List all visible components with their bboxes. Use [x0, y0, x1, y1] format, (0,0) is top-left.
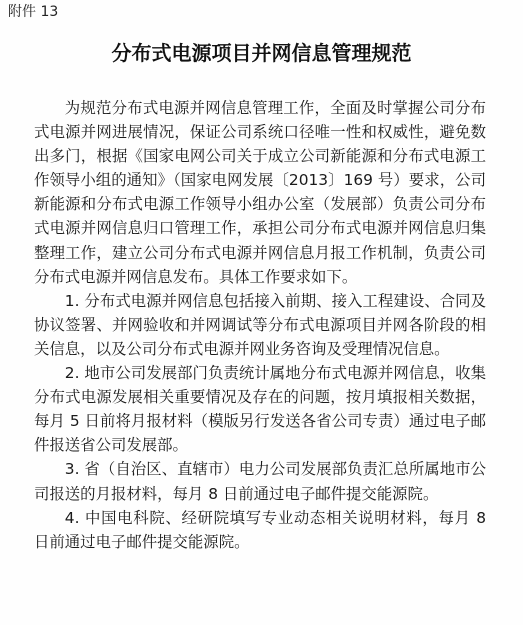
document-title: 分布式电源项目并网信息管理规范 — [111, 41, 412, 65]
requirement-item-4: 4. 中国电科院、经研院填写专业动态相关说明材料，每月 8 日前通过电子邮件提交能源院。 — [34, 508, 486, 551]
document-body — [34, 96, 486, 554]
attachment-label: 附件 13 — [8, 4, 59, 20]
requirement-item-1: 1. 分布式电源并网信息包括接入前期、接入工程建设、合同及协议签署、并网验收和并网调试等分布式电源项目并网各阶段的相关信息，以及公司分布式电源并网业务咨询及受理情况信息。 — [34, 291, 486, 358]
requirement-item-3: 3. 省（自治区、直辖市）电力公司发展部负责汇总所属地市公司报送的月报材料，每月 8 日前通过电子邮件提交能源院。 — [34, 460, 486, 503]
requirement-item-2: 2. 地市公司发展部门负责统计属地分布式电源并网信息，收集分布式电源发展相关重要情况及存在的问题，按月填报相关数据，每月 5 日前将月报材料（模版另行发送各省公司专责）通过电子邮件报送省公司发展部。 — [34, 364, 486, 455]
intro-paragraph: 为规范分布式电源并网信息管理工作，全面及时掌握公司分布式电源并网进展情况，保证公司系统口径唯一性和权威性，避免数出多门，根据《国家电网公司关于成立公司新能源和分布式电源工作领导小组的通知》（国家电网发展〔2013〕169 号）要求，公司新能源和分布式电源工作领导小组办公室（发展部）负责公司分布式电源并网信息归口管理工作，承担公司分布式电源并网信息归集整理工作，建立公司分布式电源并网信息月报工作机制，负责公司分布式电源并网信息发布。具体工作要求如下。 — [34, 99, 486, 286]
